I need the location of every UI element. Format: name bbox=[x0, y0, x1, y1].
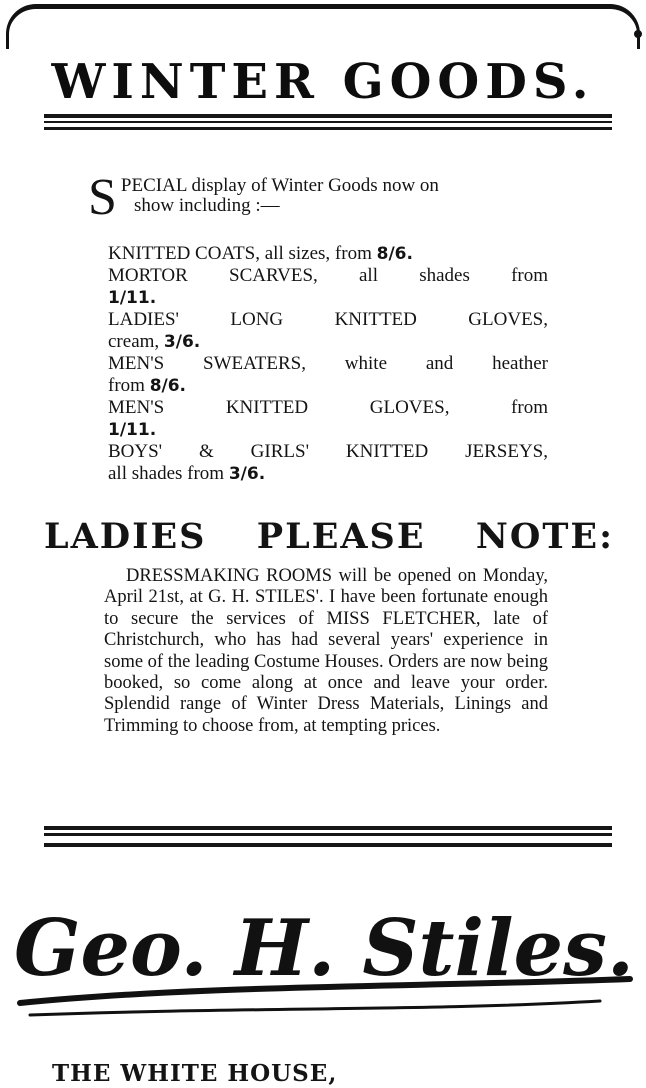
item-cont: from bbox=[108, 375, 145, 396]
announcement-paragraph: DRESSMAKING ROOMS will be opened on Monday, April 21st, at G. H. STILES'. I have been fortunate enough to secure the services of MISS FLETCHER, late of Christchurch, who has had several years' experience in some of the leading Costume Houses. Orders are now being booked, so come along at once and leave your order. Splendid range of Winter Dress Materials, Linings and Trimming to choose from, at tempting prices. bbox=[104, 566, 548, 736]
border-ornament bbox=[634, 30, 642, 38]
ad-border bbox=[6, 4, 640, 49]
title-rule bbox=[44, 127, 612, 130]
list-item bbox=[108, 353, 548, 397]
list-item bbox=[108, 265, 548, 309]
list-item bbox=[108, 309, 548, 353]
item-price: 3/6. bbox=[163, 332, 201, 352]
intro-line: PECIAL display of Winter Goods now on bbox=[120, 175, 439, 196]
signature-graphic bbox=[0, 875, 646, 1035]
title-rule bbox=[44, 114, 612, 118]
item-price: 1/11. bbox=[108, 420, 157, 440]
list-item bbox=[108, 243, 548, 265]
list-item bbox=[108, 441, 548, 485]
item-price: 8/6. bbox=[149, 376, 187, 396]
item-text: MORTOR SCARVES, all shades from bbox=[108, 265, 548, 286]
item-price: 8/6. bbox=[376, 244, 413, 264]
address-line: THE WHITE HOUSE, bbox=[52, 1060, 338, 1087]
goods-list bbox=[108, 243, 548, 485]
signature-flourish bbox=[30, 1001, 600, 1015]
item-text: BOYS' & GIRLS' KNITTED JERSEYS, bbox=[108, 441, 548, 462]
intro-line: show including :— bbox=[134, 195, 280, 216]
item-price: 1/11. bbox=[108, 288, 157, 308]
item-text: MEN'S KNITTED GLOVES, from bbox=[108, 397, 548, 418]
divider-rule bbox=[44, 833, 612, 836]
section-heading: LADIES PLEASE NOTE: bbox=[44, 516, 614, 557]
list-item bbox=[108, 397, 548, 441]
item-text: KNITTED COATS, all sizes, from bbox=[108, 243, 372, 264]
signature-logo bbox=[0, 875, 646, 1035]
drop-cap: S bbox=[88, 169, 117, 226]
item-text: LADIES' LONG KNITTED GLOVES, bbox=[108, 309, 548, 330]
item-cont: cream, bbox=[108, 331, 160, 352]
divider-rule bbox=[44, 843, 612, 847]
page-title: WINTER GOODS. bbox=[51, 54, 595, 110]
item-cont: all shades from bbox=[108, 463, 225, 484]
signature-text: Geo. H. Stiles. bbox=[14, 903, 634, 994]
divider-rule bbox=[44, 826, 612, 830]
intro-paragraph bbox=[88, 169, 578, 226]
item-text: MEN'S SWEATERS, white and heather bbox=[108, 353, 548, 374]
item-price: 3/6. bbox=[228, 464, 266, 484]
title-rule bbox=[44, 121, 612, 123]
